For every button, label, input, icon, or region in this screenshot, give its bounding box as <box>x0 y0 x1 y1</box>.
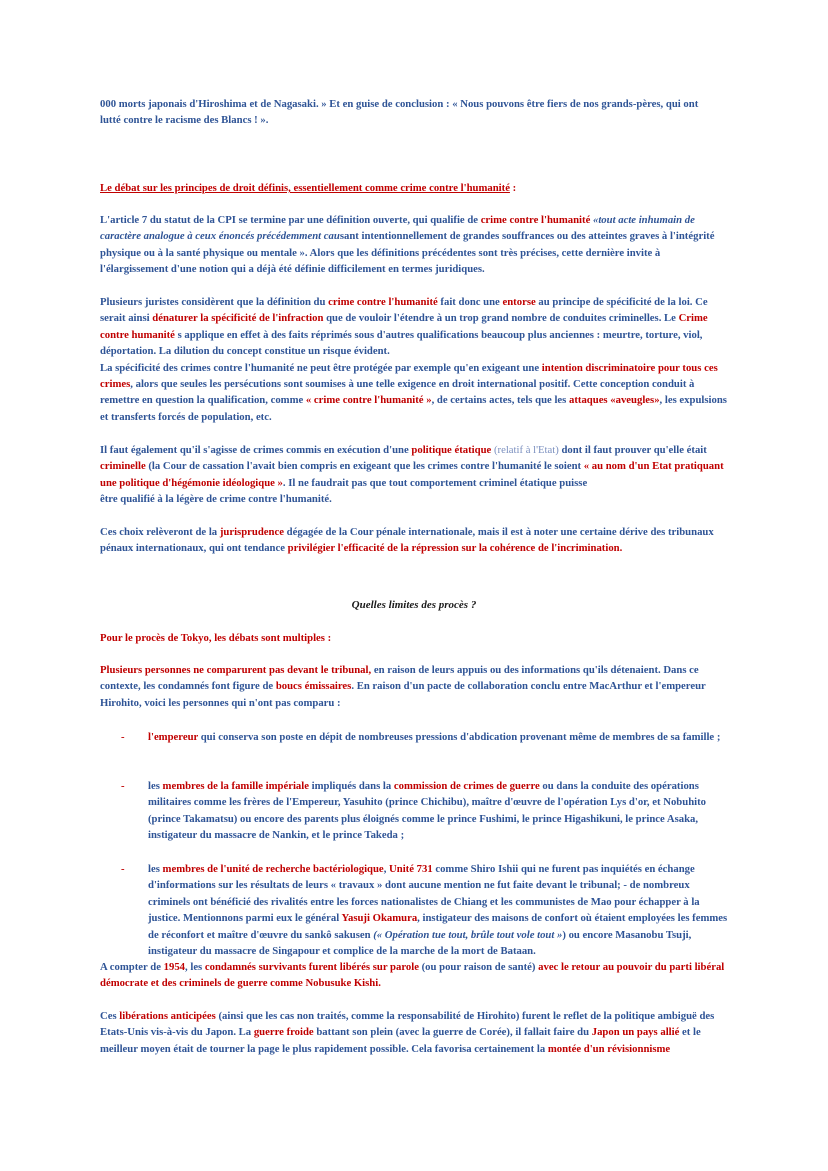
bullet-marker: - <box>121 863 125 875</box>
paragraph-intro <box>100 96 728 129</box>
text: Ces choix relèveront de la <box>100 526 220 538</box>
highlight-term: boucs émissaires <box>275 680 352 693</box>
highlight-term: dénaturer la spécificité de l'infraction <box>152 312 324 325</box>
highlight-term: commission de crimes de guerre <box>393 780 540 792</box>
text: , les <box>185 961 205 973</box>
paragraph-jurisprudence <box>100 524 728 557</box>
highlight-term: Unité 731 <box>389 863 433 875</box>
highlight-term: membres de l'unité de recherche bactériologique <box>162 863 384 875</box>
text: , de certains actes, tels que les <box>431 394 569 407</box>
intro-line-2: lutté contre le racisme des Blancs ! ». <box>100 114 269 127</box>
highlight-term: crime contre l'humanité <box>480 214 591 226</box>
text: les <box>148 780 163 792</box>
heading-text: Le débat sur les principes de droit définis, essentiellement comme crime contre l'humanité <box>100 182 510 194</box>
text: La spécificité des crimes contre l'humanité ne peut être protégée par exemple qu'en exigeant une <box>100 361 542 374</box>
highlight-term: « crime contre l'humanité » <box>305 394 432 407</box>
italic-quote: «tout acte inhumain de caractère analogue à ceux énoncés précédemment cau <box>100 214 695 243</box>
bullet-marker: - <box>121 731 125 743</box>
text: A compter de <box>100 961 164 973</box>
italic-quote: (« Opération tue tout, brûle tout vole tout » <box>373 928 563 941</box>
highlight-term: entorse <box>502 296 536 308</box>
bullet-marker: - <box>121 780 125 792</box>
highlight-term: crime contre l'humanité <box>328 296 438 308</box>
text: être qualifié à la légère de crime contre l'humanité. <box>100 493 332 506</box>
highlight-term: membres de la famille impériale <box>162 780 309 792</box>
highlight-term: libérations anticipées <box>119 1010 216 1022</box>
heading-suffix: : <box>509 182 517 194</box>
text: que de vouloir l'étendre à un trop grand nombre de conduites criminelles. Le <box>323 312 679 325</box>
paragraph-tokyo-intro: Pour le procès de Tokyo, les débats sont multiples : <box>100 632 332 644</box>
highlight-term: attaques «aveugles» <box>569 394 660 407</box>
text: Il faut également qu'il s'agisse de crimes commis en exécution d'une <box>100 444 412 456</box>
section-title-limites: Quelles limites des procès ? <box>351 599 477 611</box>
highlight-term: politique étatique <box>411 444 492 456</box>
text: comme Shiro Ishii qui ne furent pas inquiétés en échange d'informations sur les résultats de leurs « travaux » dont aucune mention ne fut faite devant le tribunal; - de nombreux criminels ont bénéficié des rivalités entre les forces nationalistes de Chiang et les communistes de Mao pour échapper à la justice. Mentionnons parmi eux le général <box>148 863 700 925</box>
text: . En raison d'un pacte de collaboration conclu entre MacArthur et l'empereur Hirohito, voici les personnes qui n'ont pas comparu : <box>100 680 706 709</box>
text: battant son plein (avec la guerre de Corée), il fallait faire du <box>313 1026 592 1039</box>
intro-line-1: 000 morts japonais d'Hiroshima et de Nagasaki. » Et en guise de conclusion : « Nous pouvons être fiers de nos grands-pères, qui ont <box>100 98 699 110</box>
highlight-term: criminelle <box>100 460 146 473</box>
text: Plusieurs juristes considèrent que la définition du <box>100 296 329 308</box>
text: et le meilleur moyen était de tourner la page le plus rapidement possible. Cela favorisa certainement la <box>100 1026 701 1055</box>
text: . Il ne faudrait pas que tout comportement criminel étatique puisse <box>282 476 588 489</box>
highlight-term: Yasuji Okamura <box>341 912 418 925</box>
list-item-empereur <box>148 729 728 745</box>
highlight-term: Japon un pays allié <box>591 1026 680 1039</box>
highlight-term: l'empereur <box>148 731 199 743</box>
text: au principe de spécificité de la loi. Ce serait ainsi <box>100 296 708 325</box>
text: ) ou encore Masanobu Tsuji, instigateur du massacre de Singapour et complice de la marche de la mort de Bataan. <box>148 928 692 958</box>
text: s applique en effet à des faits réprimés sous d'autres qualifications beaucoup plus anciennes : meurtre, torture, viol, déportation. La dilution du concept constitue un risque évident. <box>100 328 703 358</box>
text: , <box>383 863 390 875</box>
highlight-term: montée d'un révisionnisme <box>547 1042 671 1055</box>
section-heading-debat <box>100 180 728 196</box>
text: en raison de leurs appuis ou des informations qu'ils détenaient. Dans ce contexte, les condamnés font figure de <box>100 664 699 693</box>
text: (ou pour raison de santé) <box>418 961 539 973</box>
text: , les expulsions et transferts forcés de population, etc. <box>100 394 727 423</box>
paragraph-article-7 <box>100 212 728 278</box>
text: dont il faut prouver qu'elle était <box>558 444 707 456</box>
highlight-term: « au nom d'un Etat pratiquant une politique d'hégémonie idéologique » <box>100 460 724 489</box>
list-item-famille-imperiale <box>148 778 728 844</box>
highlight-term: jurisprudence <box>219 526 284 538</box>
note-text: (relatif à l'Etat) <box>491 444 559 456</box>
text: impliqués dans la <box>308 780 394 792</box>
highlight-term: Crime contre humanité <box>100 312 708 341</box>
text: , instigateur des maisons de confort où étaient employées les femmes de réconfort et maître d'œuvre du sankô sakusen <box>148 912 728 941</box>
text: Ces <box>100 1010 120 1022</box>
highlight-term: condamnés survivants furent libérés sur parole <box>204 961 419 973</box>
highlight-term: privilégier l'efficacité de la répression sur la cohérence de l'incrimination. <box>287 542 623 555</box>
text: L'article 7 du statut de la CPI se termine par une définition ouverte, qui qualifie de <box>100 214 481 226</box>
text: sant intentionnellement de grandes souffrances ou des atteintes graves à l'intégrité physique ou à la santé physique ou mentale ». Alors que les définitions précédentes sont très précises, cette dernière invite à l'élargissement d'une notion qui a déjà été définie difficilement en termes juridiques. <box>100 230 715 276</box>
text: dégagée de la Cour pénale internationale, mais il est à noter une certaine dérive des tribunaux pénaux internationaux, qui ont tendance <box>100 526 714 555</box>
text: fait donc une <box>437 296 503 308</box>
paragraph-1954 <box>100 959 728 992</box>
highlight-term: Plusieurs personnes ne comparurent pas devant le tribunal, <box>100 664 372 676</box>
text: (ainsi que les cas non traités, comme la responsabilité de Hirohito) furent le reflet de la politique ambiguë des Etats-Unis vis-à-vis du Japon. La <box>100 1010 715 1039</box>
paragraph-juristes <box>100 294 728 425</box>
text: les <box>148 863 163 875</box>
highlight-term: guerre froide <box>253 1026 314 1039</box>
highlight-term: 1954 <box>163 961 185 973</box>
text: , alors que seules les persécutions sont soumises à une telle exigence en droit international positif. Cette conception conduit à remettre en question la qualification, comme <box>100 378 695 407</box>
highlight-term: avec le retour au pouvoir du parti libéral démocrate et des criminels de guerre comme Nobusuke Kishi. <box>100 961 725 990</box>
text: ou dans la conduite des opérations militaires comme les frères de l'Empereur, Yasuhito (prince Chichibu), maître d'œuvre de l'opération Lys d'or, et Nobuhito (prince Takamatsu) ou encore des parents plus éloignés comme le prince Fushimi, le prince Higashikuni, le prince Asaka, instigateur du massacre de Nankin, et le prince Takeda ; <box>148 780 707 842</box>
text: (la Cour de cassation l'avait bien compris en exigeant que les crimes contre l'humanité le soient <box>145 460 584 473</box>
paragraph-absents <box>100 662 728 711</box>
paragraph-liberations <box>100 1008 728 1057</box>
highlight-term: intention discriminatoire pour tous ces crimes <box>100 361 718 391</box>
list-item-unite-731 <box>148 861 728 959</box>
paragraph-politique-etatique <box>100 442 728 508</box>
text: qui conserva son poste en dépit de nombreuses pressions d'abdication provenant même de membres de sa famille ; <box>198 731 721 743</box>
